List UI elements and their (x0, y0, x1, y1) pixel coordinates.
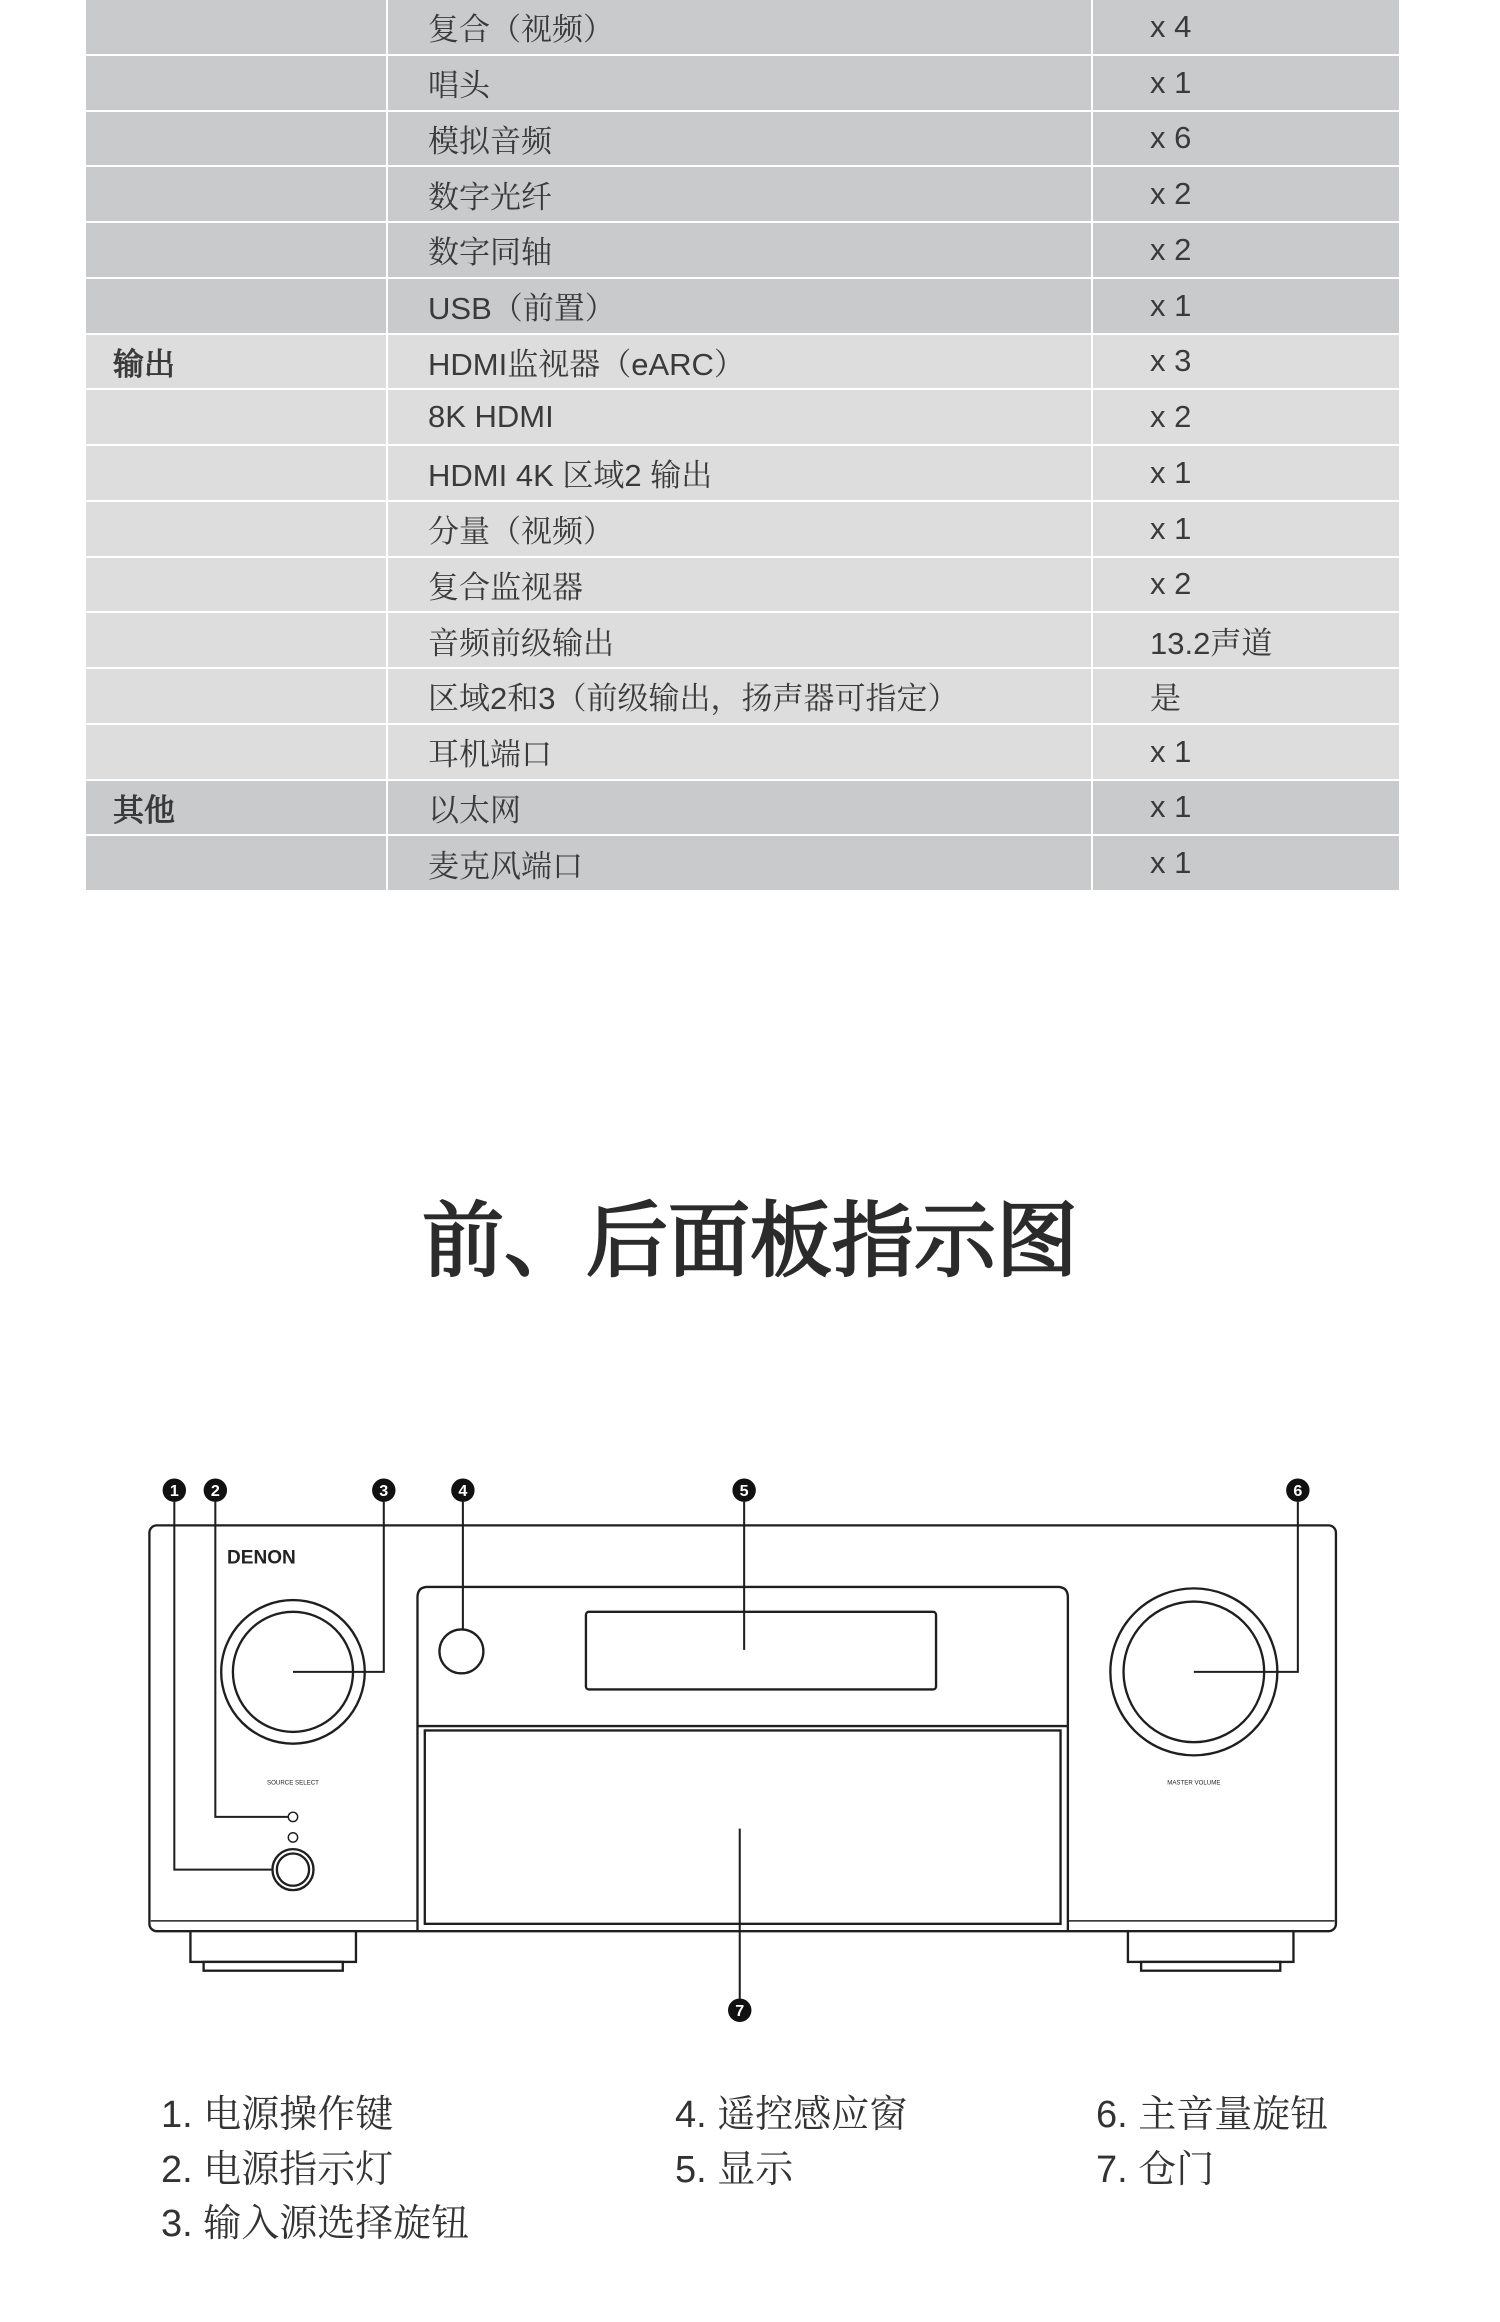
spec-row (86, 725, 1399, 781)
spec-item-name: USB（前置） (388, 279, 1093, 335)
spec-item-name: 耳机端口 (388, 725, 1093, 781)
spec-section-label (86, 613, 388, 669)
callout-number: 4 (458, 1481, 468, 1500)
spec-section-label (86, 725, 388, 781)
spec-item-value: x 1 (1093, 781, 1399, 837)
spec-row (86, 781, 1399, 837)
spec-table (86, 0, 1399, 892)
callout-1 (163, 1478, 186, 1501)
spec-row (86, 223, 1399, 279)
spec-item-value: x 1 (1093, 725, 1399, 781)
spec-item-value: x 2 (1093, 390, 1399, 446)
spec-row (86, 613, 1399, 669)
spec-row (86, 167, 1399, 223)
spec-item-value: x 2 (1093, 167, 1399, 223)
legend-item-remote-sensor: 4. 遥控感应窗 (675, 2094, 908, 2136)
spec-item-name: 区域2和3（前级输出，扬声器可指定） (388, 669, 1093, 725)
spec-item-value: 13.2声道 (1093, 613, 1399, 669)
legend-item-volume-knob: 6. 主音量旋钮 (1096, 2094, 1329, 2136)
legend-item-power-button: 1. 电源操作键 (161, 2094, 394, 2136)
right-foot (1128, 1931, 1294, 1971)
spec-item-name: 麦克风端口 (388, 836, 1093, 892)
callout-7 (728, 1998, 751, 2021)
spec-item-name: 以太网 (388, 781, 1093, 837)
spec-item-value: x 2 (1093, 558, 1399, 614)
spec-row (86, 390, 1399, 446)
spec-row (86, 836, 1399, 892)
spec-row (86, 112, 1399, 168)
callout-number: 3 (379, 1481, 389, 1500)
legend-column-1 (161, 2088, 469, 2252)
spec-item-value: x 2 (1093, 223, 1399, 279)
spec-section-label (86, 279, 388, 335)
spec-section-label: 输出 (86, 335, 388, 391)
legend-item-door: 7. 仓门 (1096, 2148, 1215, 2191)
callout-5 (732, 1478, 755, 1501)
spec-item-value: x 1 (1093, 279, 1399, 335)
spec-item-value: x 3 (1093, 335, 1399, 391)
spec-item-name: 复合（视频） (388, 0, 1093, 56)
spec-row (86, 558, 1399, 614)
spec-section-label (86, 223, 388, 279)
spec-section-label (86, 167, 388, 223)
spec-item-name: 音频前级输出 (388, 613, 1093, 669)
legend-item-source-knob: 3. 输入源选择旋钮 (161, 2203, 470, 2245)
callout-number: 2 (210, 1481, 220, 1500)
spec-section-label (86, 0, 388, 56)
legend-item-power-indicator: 2. 电源指示灯 (161, 2148, 394, 2191)
spec-item-value: x 6 (1093, 112, 1399, 168)
spec-section-label (86, 558, 388, 614)
spec-item-value: 是 (1093, 669, 1399, 725)
spec-section-label (86, 669, 388, 725)
master-volume-label: MASTER VOLUME (1167, 1779, 1221, 1787)
spec-item-name: 唱头 (388, 56, 1093, 112)
spec-section-label (86, 446, 388, 502)
callout-number: 1 (169, 1481, 179, 1500)
spec-item-name: HDMI监视器（eARC） (388, 335, 1093, 391)
legend-column-2 (675, 2088, 907, 2197)
spec-section-label: 其他 (86, 781, 388, 837)
spec-row (86, 0, 1399, 56)
callout-3 (372, 1478, 395, 1501)
spec-row (86, 669, 1399, 725)
spec-item-name: 分量（视频） (388, 502, 1093, 558)
left-foot (190, 1931, 356, 1971)
source-select-label: SOURCE SELECT (267, 1779, 319, 1787)
spec-item-name: 模拟音频 (388, 112, 1093, 168)
section-title: 前、后面板指示图 (421, 1196, 1078, 1287)
spec-row (86, 279, 1399, 335)
spec-item-value: x 4 (1093, 0, 1399, 56)
callout-2 (204, 1478, 227, 1501)
callout-number: 5 (739, 1481, 749, 1500)
callout-6 (1286, 1478, 1309, 1501)
spec-section-label (86, 390, 388, 446)
brand-logo: DENON (227, 1547, 296, 1569)
spec-section-label (86, 56, 388, 112)
spec-row (86, 502, 1399, 558)
spec-item-value: x 1 (1093, 56, 1399, 112)
spec-item-name: 数字同轴 (388, 223, 1093, 279)
spec-item-name: 复合监视器 (388, 558, 1093, 614)
front-panel-diagram (0, 1458, 1500, 2029)
spec-item-value: x 1 (1093, 836, 1399, 892)
legend-column-3 (1096, 2088, 1328, 2197)
spec-item-value: x 1 (1093, 446, 1399, 502)
spec-item-name: HDMI 4K 区域2 输出 (388, 446, 1093, 502)
spec-row (86, 446, 1399, 502)
spec-item-name: 数字光纤 (388, 167, 1093, 223)
callout-number: 7 (735, 2001, 745, 2020)
spec-section-label (86, 112, 388, 168)
spec-section-label (86, 836, 388, 892)
spec-item-name: 8K HDMI (388, 390, 1093, 446)
callout-number: 6 (1293, 1481, 1303, 1500)
spec-item-value: x 1 (1093, 502, 1399, 558)
spec-row (86, 335, 1399, 391)
spec-section-label (86, 502, 388, 558)
callout-4 (451, 1478, 474, 1501)
legend-item-display: 5. 显示 (675, 2148, 794, 2191)
spec-row (86, 56, 1399, 112)
